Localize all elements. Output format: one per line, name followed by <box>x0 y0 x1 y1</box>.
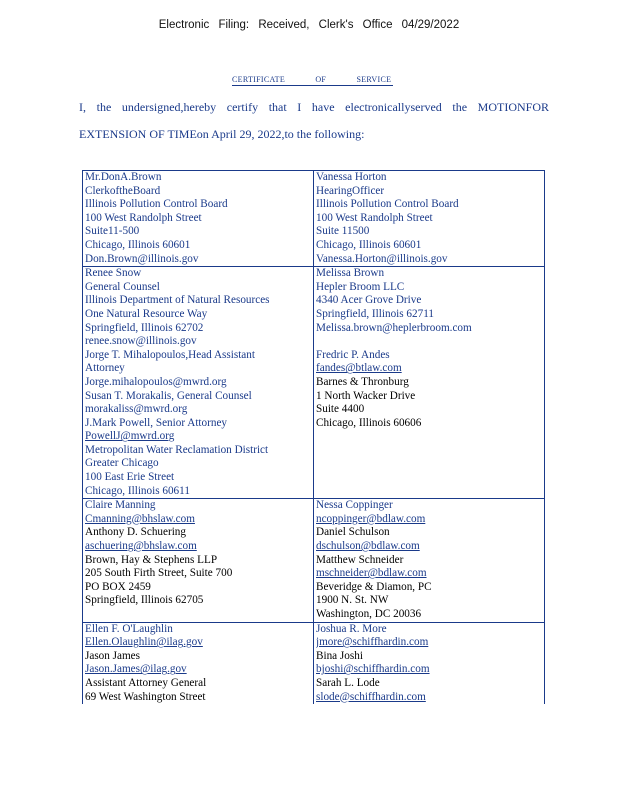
recipient-name: Vanessa Horton <box>316 171 387 183</box>
recipient-city: Washington, DC 20036 <box>316 608 422 620</box>
recipient-attorney-general <box>83 622 314 704</box>
recipient-suite: Suite 4400 <box>316 403 365 416</box>
recipient-org: Illinois Pollution Control Board <box>316 198 459 211</box>
recipient-name: Sarah L. Lode <box>316 676 380 689</box>
service-row-2 <box>83 267 545 499</box>
recipient-street: 1900 N. St. NW <box>316 594 389 607</box>
certificate-of-service-title: CERTIFICATE OF SERVICE <box>232 75 392 84</box>
recipient-clerk-of-board <box>83 171 314 267</box>
recipient-idnr-mwrd <box>83 267 314 499</box>
recipient-name: Bina Joshi <box>316 649 363 662</box>
recipient-city: Chicago, Illinois 60601 <box>316 238 422 251</box>
recipient-name: Melissa Brown <box>316 267 385 280</box>
recipient-email[interactable]: Melissa.brown@heplerbroom.com <box>316 321 472 334</box>
service-list-table <box>82 170 545 704</box>
recipient-email[interactable]: jmore@schiffhardin.com <box>316 636 429 649</box>
recipient-street: One Natural Resource Way <box>85 307 208 320</box>
recipient-name: Joshua R. More <box>316 622 387 635</box>
recipient-email[interactable]: Vanessa.Horton@illinois.gov <box>316 252 448 265</box>
recipient-org: Beveridge & Diamon, PC <box>316 580 432 593</box>
recipient-street: 100 East Erie Street <box>85 471 175 484</box>
recipient-street: 1 North Wacker Drive <box>316 389 416 402</box>
recipient-city: Chicago, Illinois 60601 <box>85 238 191 251</box>
recipient-org: Metropolitan Water Reclamation District <box>85 443 269 456</box>
recipient-beveridge-diamond <box>314 499 545 622</box>
recipient-org: Greater Chicago <box>85 457 159 470</box>
recipient-street: 4340 Acer Grove Drive <box>316 294 422 307</box>
recipient-street: 69 West Washington Street <box>85 690 206 703</box>
recipient-email[interactable]: bjoshi@schiffhardin.com <box>316 663 430 676</box>
recipient-email[interactable]: aschuering@bhslaw.com <box>85 540 197 553</box>
recipient-name: Daniel Schulson <box>316 526 390 539</box>
recipient-name: Nessa Coppinger <box>316 499 393 512</box>
recipient-name: Susan T. Morakalis, General Counsel <box>85 389 252 402</box>
recipient-street: 205 South Firth Street, Suite 700 <box>85 567 233 580</box>
recipient-title: Assistant Attorney General <box>85 676 207 689</box>
recipient-city: Chicago, Illinois 60611 <box>85 484 190 497</box>
recipient-suite: Suite11-500 <box>85 225 140 238</box>
recipient-po-box: PO BOX 2459 <box>85 580 151 593</box>
recipient-name: J.Mark Powell, Senior Attorney <box>85 416 228 429</box>
recipient-street: 100 West Randolph Street <box>316 211 433 224</box>
recipient-schiff-hardin <box>314 622 545 704</box>
recipient-city: Springfield, Illinois 62702 <box>85 321 204 334</box>
recipient-name: Ellen F. O'Laughlin <box>85 622 173 635</box>
recipient-name: Claire Manning <box>85 499 156 512</box>
recipient-email[interactable]: Jorge.mihalopoulos@mwrd.org <box>85 375 227 388</box>
recipient-org: Brown, Hay & Stephens LLP <box>85 553 218 566</box>
recipient-name: Renee Snow <box>85 267 142 280</box>
recipient-email[interactable]: Ellen.Olaughlin@ilag.gov <box>85 636 203 649</box>
recipient-name: Jorge T. Mihalopoulos,Head Assistant <box>85 348 255 361</box>
intro-line-1: I, the undersigned,hereby certify that I have electronicallyserved the MOTIONFOR <box>79 100 549 114</box>
recipient-city: Springfield, Illinois 62711 <box>316 307 434 320</box>
spacer <box>316 335 542 349</box>
recipient-email[interactable]: dschulson@bdlaw.com <box>316 540 420 553</box>
electronic-filing-header: Electronic Filing: Received, Clerk's Office 04/29/2022 <box>158 19 460 31</box>
recipient-hearing-officer <box>314 171 545 267</box>
recipient-name: Anthony D. Schuering <box>85 526 186 539</box>
recipient-email[interactable]: morakaliss@mwrd.org <box>85 403 188 416</box>
recipient-email[interactable]: ncoppinger@bdlaw.com <box>316 512 426 525</box>
recipient-name: Matthew Schneider <box>316 553 404 566</box>
recipient-title: Attorney <box>85 362 125 375</box>
recipient-city: Chicago, Illinois 60606 <box>316 416 422 429</box>
recipient-email[interactable]: Cmanning@bhslaw.com <box>85 512 195 525</box>
recipient-email[interactable]: mschneider@bdlaw.com <box>316 567 427 580</box>
recipient-email[interactable]: Jason.James@ilag.gov <box>85 663 187 676</box>
recipient-title: ClerkoftheBoard <box>85 184 161 197</box>
recipient-email[interactable]: renee.snow@illinois.gov <box>85 335 197 348</box>
recipient-org: Hepler Broom LLC <box>316 280 405 293</box>
recipient-name: Mr.DonA.Brown <box>85 171 162 183</box>
recipient-email[interactable]: fandes@btlaw.com <box>316 362 402 375</box>
recipient-hepler-barnes <box>314 267 545 499</box>
recipient-suite: Suite 11500 <box>316 225 370 238</box>
recipient-org: Illinois Department of Natural Resources <box>85 294 270 307</box>
recipient-brown-hay-stephens <box>83 499 314 622</box>
recipient-city: Springfield, Illinois 62705 <box>85 594 204 607</box>
recipient-title: General Counsel <box>85 280 160 293</box>
recipient-title: HearingOfficer <box>316 184 385 197</box>
service-row-3 <box>83 499 545 622</box>
service-row-1 <box>83 171 545 267</box>
recipient-email[interactable]: Don.Brown@illinois.gov <box>85 252 199 265</box>
recipient-name: Jason James <box>85 649 140 662</box>
recipient-org: Illinois Pollution Control Board <box>85 198 228 211</box>
recipient-street: 100 West Randolph Street <box>85 211 202 224</box>
recipient-org: Barnes & Thronburg <box>316 375 409 388</box>
intro-line-2: EXTENSION OF TIMEon April 29, 2022,to the following: <box>79 127 365 141</box>
recipient-email[interactable]: slode@schiffhardin.com <box>316 690 426 703</box>
recipient-name: Fredric P. Andes <box>316 348 390 361</box>
recipient-email[interactable]: PowellJ@mwrd.org <box>85 430 175 443</box>
service-row-4 <box>83 622 545 704</box>
